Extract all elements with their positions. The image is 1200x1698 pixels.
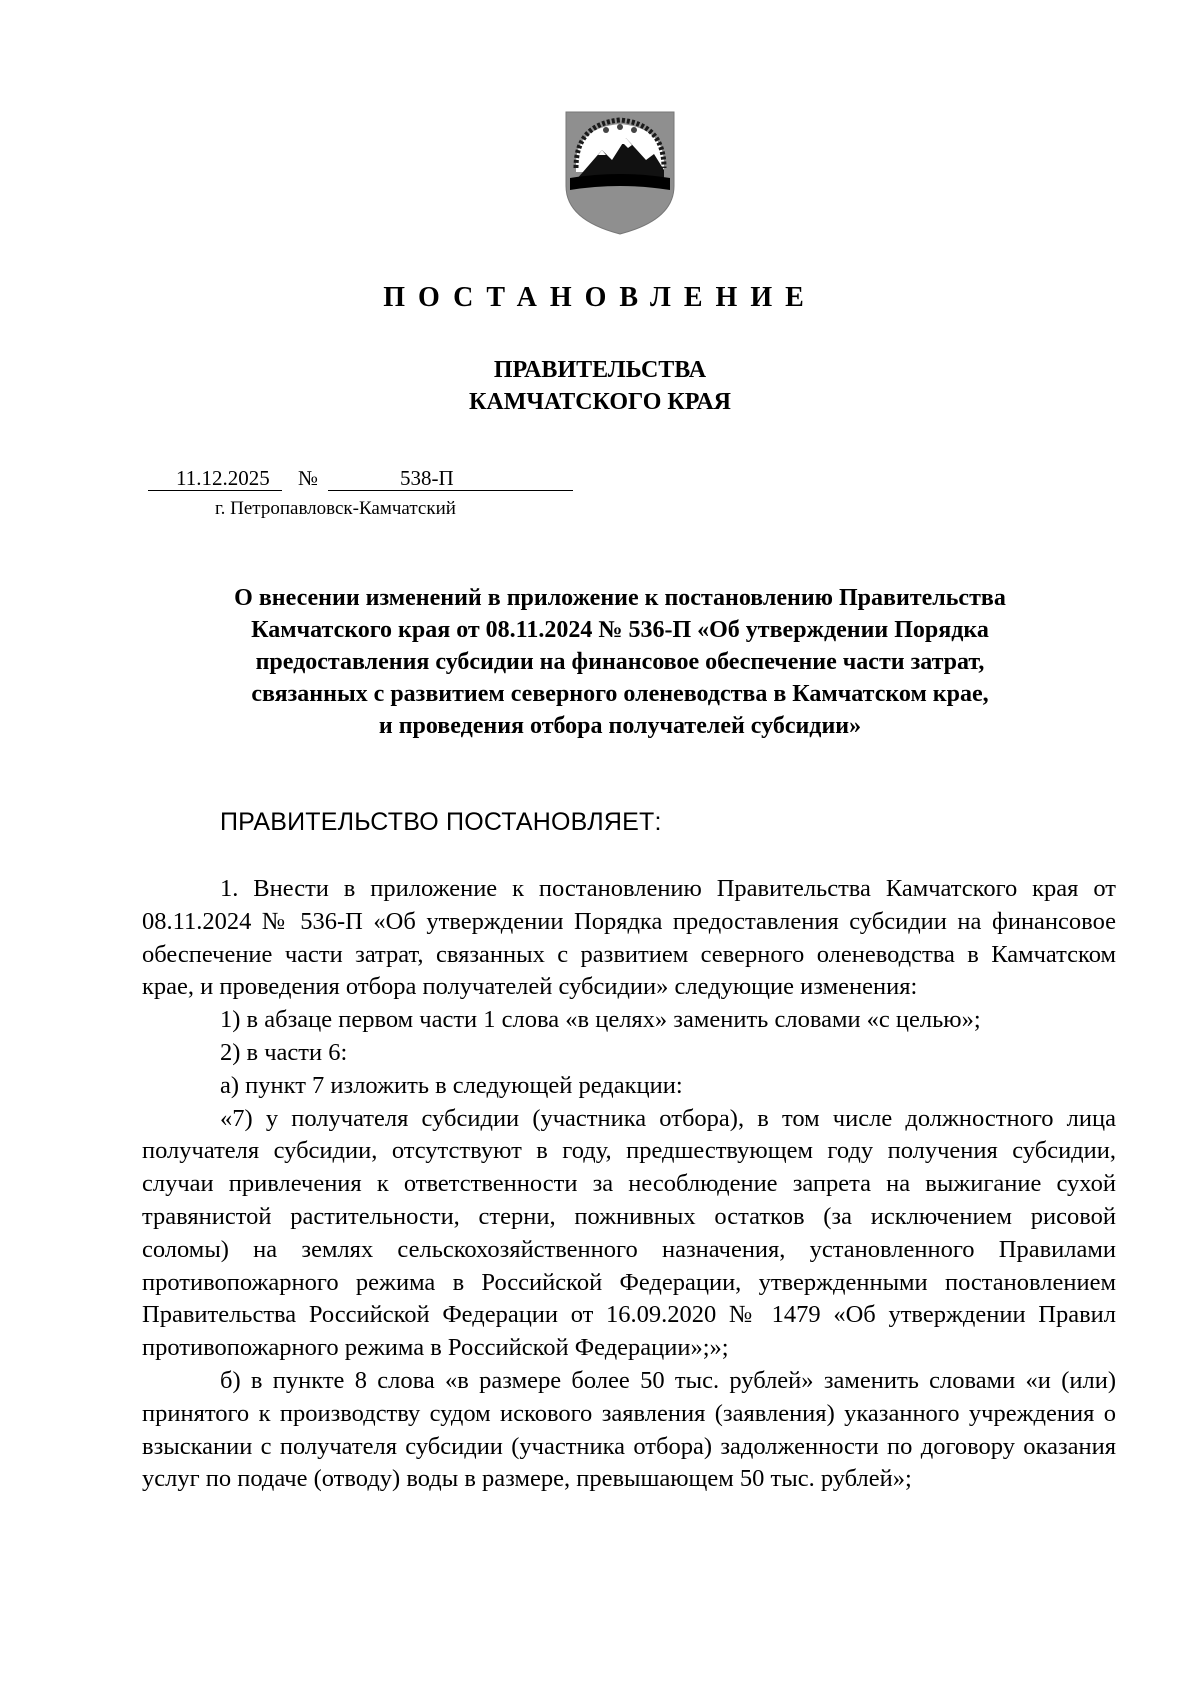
document-number: 538-П	[400, 466, 454, 490]
title-line-1: О внесении изменений в приложение к постановлению Правительства	[234, 585, 1006, 611]
issuer	[0, 354, 1200, 418]
date-number-line	[148, 466, 573, 492]
issuer-line-2: КАМЧАТСКОГО КРАЯ	[468, 389, 732, 415]
paragraph: 1) в абзаце первом части 1 слова «в целях» заменить словами «с целью»;	[220, 1006, 981, 1034]
number-underline	[328, 490, 573, 491]
paragraph: а) пункт 7 изложить в следующей редакции:	[220, 1071, 683, 1099]
document-title	[140, 582, 1100, 742]
decree-statement: ПРАВИТЕЛЬСТВО ПОСТАНОВЛЯЕТ:	[220, 808, 662, 836]
title-line-2: Камчатского края от 08.11.2024 № 536-П «Об утверждении Порядка	[251, 617, 989, 643]
document-date: 11.12.2025	[176, 466, 270, 490]
paragraph: б) в пункте 8 слова «в размере более 50 тыс. рублей» заменить словами «и (или) принятого к производству судом искового заявления (заявления) указанного учреждения о взыскании с получателя субсидии (участника отбора) задолженности по договору оказания услуг по подаче (отводу) воды в размере, превышающем 50 тыс. рублей»;	[142, 1366, 1116, 1493]
document-body	[142, 873, 1116, 1496]
issuer-line-1: ПРАВИТЕЛЬСТВА	[493, 357, 707, 383]
kamchatka-coat-of-arms-icon	[562, 108, 678, 236]
date-underline	[148, 490, 282, 491]
number-sign: №	[298, 466, 319, 490]
title-line-5: и проведения отбора получателей субсидии»	[378, 713, 862, 739]
paragraph: 1. Внести в приложение к постановлению Правительства Камчатского края от 08.11.2024 № 536-П «Об утверждении Порядка предоставления субсидии на финансовое обеспечение части затрат, связанных с развитием северного оленеводства в Камчатском крае, и проведения отбора получателей субсидии» следующие изменения:	[142, 875, 1116, 1001]
title-line-3: предоставления субсидии на финансовое обеспечение части затрат,	[255, 649, 985, 675]
document-type: ПОСТАНОВЛЕНИЕ	[383, 282, 817, 313]
paragraph: 2) в части 6:	[220, 1038, 348, 1066]
paragraph: «7) у получателя субсидии (участника отбора), в том числе должностного лица получателя субсидии, отсутствуют в году, предшествующем году получения субсидии, случаи привлечения к ответственности за несоблюдение запрета на выжигание сухой травянистой растительности, стерни, пожнивных остатков (за исключением рисовой соломы) на землях сельскохозяйственного назначения, установленного Правилами противопожарного режима в Российской Федерации, утвержденными постановлением Правительства Российской Федерации от 16.09.2020 № 1479 «Об утверждении Правил противопожарного режима в Российской Федерации»;»;	[142, 1104, 1116, 1362]
city: г. Петропавловск-Камчатский	[215, 498, 456, 519]
title-line-4: связанных с развитием северного оленеводства в Камчатском крае,	[251, 681, 989, 707]
